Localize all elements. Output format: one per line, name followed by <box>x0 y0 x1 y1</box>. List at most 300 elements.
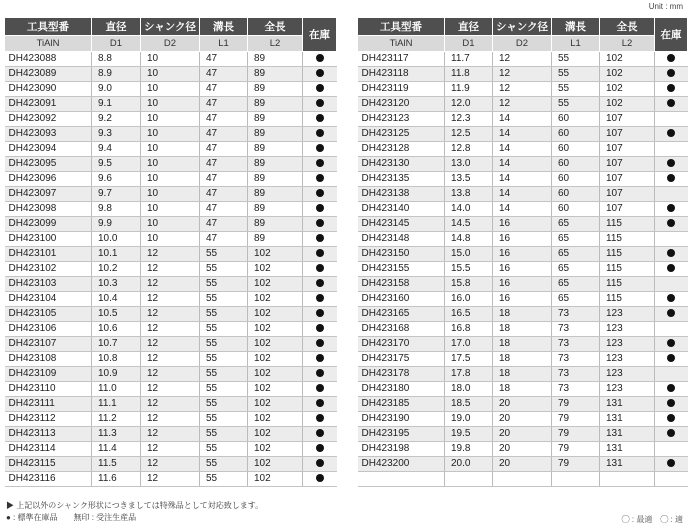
stock-cell <box>655 292 688 307</box>
table-row <box>358 412 688 427</box>
flute-length-cell: 55 <box>552 82 600 97</box>
table-row <box>5 322 337 337</box>
stock-cell <box>303 217 337 232</box>
table-row <box>358 202 688 217</box>
stock-cell <box>303 97 337 112</box>
table-row <box>358 187 688 202</box>
header-l2-symbol: L2 <box>248 36 303 52</box>
stock-cell <box>303 262 337 277</box>
flute-length-cell: 55 <box>200 382 248 397</box>
diameter-cell: 19.0 <box>445 412 493 427</box>
model-cell: DH423190 <box>358 412 445 427</box>
stock-cell <box>655 322 688 337</box>
model-cell: DH423112 <box>5 412 92 427</box>
flute-length-cell: 47 <box>200 97 248 112</box>
shank-cell: 10 <box>141 157 200 172</box>
flute-length-cell: 47 <box>200 67 248 82</box>
shank-cell: 16 <box>493 277 552 292</box>
shank-cell: 18 <box>493 307 552 322</box>
suitability-legend: ◯ : 最適 ◯ : 適 <box>621 515 683 524</box>
shank-cell: 10 <box>141 217 200 232</box>
overall-length-cell: 102 <box>248 442 303 457</box>
model-cell: DH423123 <box>358 112 445 127</box>
in-stock-dot-icon <box>316 204 324 212</box>
in-stock-dot-icon <box>667 54 675 62</box>
model-cell: DH423103 <box>5 277 92 292</box>
stock-cell <box>655 412 688 427</box>
diameter-cell: 11.1 <box>92 397 141 412</box>
diameter-cell <box>445 472 493 487</box>
in-stock-dot-icon <box>316 84 324 92</box>
shank-cell: 12 <box>141 292 200 307</box>
header-d2-symbol: D2 <box>493 36 552 52</box>
shank-cell: 20 <box>493 412 552 427</box>
stock-cell <box>655 187 688 202</box>
in-stock-dot-icon <box>667 309 675 317</box>
shank-cell: 12 <box>141 307 200 322</box>
flute-length-cell: 47 <box>200 157 248 172</box>
overall-length-cell: 107 <box>600 187 655 202</box>
in-stock-dot-icon <box>667 294 675 302</box>
model-cell: DH423125 <box>358 127 445 142</box>
stock-cell <box>303 367 337 382</box>
stock-cell <box>655 202 688 217</box>
stock-cell <box>303 187 337 202</box>
diameter-cell: 10.2 <box>92 262 141 277</box>
diameter-cell: 11.2 <box>92 412 141 427</box>
overall-length-cell: 131 <box>600 397 655 412</box>
stock-cell <box>303 172 337 187</box>
model-cell: DH423089 <box>5 67 92 82</box>
model-cell: DH423104 <box>5 292 92 307</box>
diameter-cell: 9.9 <box>92 217 141 232</box>
model-cell: DH423195 <box>358 427 445 442</box>
in-stock-dot-icon <box>316 279 324 287</box>
diameter-cell: 9.6 <box>92 172 141 187</box>
in-stock-dot-icon <box>316 234 324 242</box>
model-cell: DH423155 <box>358 262 445 277</box>
header-overall-length: 全長 <box>248 18 303 36</box>
table-row <box>358 382 688 397</box>
in-stock-dot-icon <box>316 384 324 392</box>
table-row <box>358 442 688 457</box>
shank-cell: 12 <box>141 457 200 472</box>
diameter-cell: 11.7 <box>445 52 493 67</box>
table-row <box>5 112 337 127</box>
table-row <box>5 82 337 97</box>
shank-cell <box>493 472 552 487</box>
shank-cell: 12 <box>141 277 200 292</box>
flute-length-cell: 79 <box>552 427 600 442</box>
model-cell: DH423106 <box>5 322 92 337</box>
flute-length-cell: 55 <box>200 277 248 292</box>
flute-length-cell: 47 <box>200 202 248 217</box>
shank-cell: 10 <box>141 97 200 112</box>
diameter-cell: 16.8 <box>445 322 493 337</box>
in-stock-dot-icon <box>667 69 675 77</box>
model-cell: DH423145 <box>358 217 445 232</box>
stock-cell <box>655 67 688 82</box>
diameter-cell: 9.7 <box>92 187 141 202</box>
table-row <box>5 97 337 112</box>
in-stock-dot-icon <box>316 354 324 362</box>
stock-cell <box>655 112 688 127</box>
diameter-cell: 11.0 <box>92 382 141 397</box>
model-cell: DH423168 <box>358 322 445 337</box>
diameter-cell: 15.0 <box>445 247 493 262</box>
model-cell: DH423111 <box>5 397 92 412</box>
shank-cell: 16 <box>493 217 552 232</box>
diameter-cell: 9.4 <box>92 142 141 157</box>
model-cell: DH423175 <box>358 352 445 367</box>
model-cell: DH423088 <box>5 52 92 67</box>
table-row <box>358 52 688 67</box>
model-cell <box>358 472 445 487</box>
stock-cell <box>655 172 688 187</box>
flute-length-cell: 65 <box>552 247 600 262</box>
flute-length-cell: 55 <box>200 457 248 472</box>
stock-cell <box>655 157 688 172</box>
overall-length-cell: 102 <box>600 67 655 82</box>
table-row <box>5 172 337 187</box>
diameter-cell: 14.0 <box>445 202 493 217</box>
shank-cell: 12 <box>141 262 200 277</box>
table-row <box>5 292 337 307</box>
overall-length-cell: 115 <box>600 292 655 307</box>
overall-length-cell: 102 <box>600 52 655 67</box>
in-stock-dot-icon <box>667 399 675 407</box>
header-d1-symbol: D1 <box>92 36 141 52</box>
model-cell: DH423178 <box>358 367 445 382</box>
overall-length-cell: 107 <box>600 127 655 142</box>
shank-cell: 10 <box>141 127 200 142</box>
diameter-cell: 10.5 <box>92 307 141 322</box>
overall-length-cell: 115 <box>600 277 655 292</box>
overall-length-cell: 89 <box>248 157 303 172</box>
table-row <box>5 52 337 67</box>
shank-cell: 18 <box>493 382 552 397</box>
shank-cell: 10 <box>141 142 200 157</box>
shank-cell: 12 <box>141 427 200 442</box>
overall-length-cell: 89 <box>248 172 303 187</box>
diameter-cell: 11.5 <box>92 457 141 472</box>
flute-length-cell: 55 <box>200 412 248 427</box>
model-cell: DH423119 <box>358 82 445 97</box>
table-row <box>5 277 337 292</box>
shank-cell: 16 <box>493 247 552 262</box>
table-row <box>358 307 688 322</box>
diameter-cell: 10.8 <box>92 352 141 367</box>
diameter-cell: 9.1 <box>92 97 141 112</box>
model-cell: DH423114 <box>5 442 92 457</box>
shank-cell: 16 <box>493 232 552 247</box>
shank-cell: 12 <box>141 352 200 367</box>
table-row <box>358 142 688 157</box>
overall-length-cell: 102 <box>600 97 655 112</box>
table-row <box>358 97 688 112</box>
model-cell: DH423094 <box>5 142 92 157</box>
overall-length-cell: 102 <box>248 322 303 337</box>
flute-length-cell: 60 <box>552 127 600 142</box>
overall-length-cell: 107 <box>600 142 655 157</box>
stock-cell <box>303 472 337 487</box>
in-stock-dot-icon <box>316 399 324 407</box>
flute-length-cell: 60 <box>552 172 600 187</box>
shank-cell: 14 <box>493 112 552 127</box>
overall-length-cell: 115 <box>600 247 655 262</box>
spec-table-left <box>4 17 337 487</box>
shank-cell: 12 <box>141 382 200 397</box>
header-shank: シャンク径 <box>141 18 200 36</box>
shank-cell: 12 <box>493 52 552 67</box>
flute-length-cell: 65 <box>552 277 600 292</box>
model-cell: DH423102 <box>5 262 92 277</box>
model-cell: DH423100 <box>5 232 92 247</box>
overall-length-cell: 115 <box>600 217 655 232</box>
shank-cell: 20 <box>493 457 552 472</box>
header-coating: TiAlN <box>5 36 92 52</box>
table-row <box>5 472 337 487</box>
diameter-cell: 12.0 <box>445 97 493 112</box>
table-row <box>358 157 688 172</box>
model-cell: DH423185 <box>358 397 445 412</box>
overall-length-cell: 102 <box>248 307 303 322</box>
in-stock-dot-icon <box>316 174 324 182</box>
model-cell: DH423113 <box>5 427 92 442</box>
model-cell: DH423150 <box>358 247 445 262</box>
overall-length-cell: 115 <box>600 262 655 277</box>
diameter-cell: 18.0 <box>445 382 493 397</box>
table-row <box>358 292 688 307</box>
shank-cell: 16 <box>493 262 552 277</box>
flute-length-cell: 55 <box>200 307 248 322</box>
diameter-cell: 13.0 <box>445 157 493 172</box>
flute-length-cell: 73 <box>552 337 600 352</box>
flute-length-cell <box>552 472 600 487</box>
shank-cell: 20 <box>493 442 552 457</box>
shank-cell: 12 <box>141 337 200 352</box>
flute-length-cell: 47 <box>200 127 248 142</box>
overall-length-cell: 131 <box>600 427 655 442</box>
stock-cell <box>655 232 688 247</box>
overall-length-cell: 102 <box>248 292 303 307</box>
diameter-cell: 13.5 <box>445 172 493 187</box>
flute-length-cell: 47 <box>200 82 248 97</box>
stock-cell <box>303 307 337 322</box>
table-row <box>5 307 337 322</box>
stock-cell <box>655 472 688 487</box>
overall-length-cell: 107 <box>600 202 655 217</box>
diameter-cell: 16.0 <box>445 292 493 307</box>
overall-length-cell <box>600 472 655 487</box>
header-l2-symbol: L2 <box>600 36 655 52</box>
table-row <box>5 352 337 367</box>
stock-cell <box>303 142 337 157</box>
model-cell: DH423118 <box>358 67 445 82</box>
shank-cell: 14 <box>493 187 552 202</box>
model-cell: DH423091 <box>5 97 92 112</box>
stock-cell <box>655 277 688 292</box>
diameter-cell: 13.8 <box>445 187 493 202</box>
table-row <box>5 442 337 457</box>
overall-length-cell: 89 <box>248 127 303 142</box>
model-cell: DH423108 <box>5 352 92 367</box>
stock-cell <box>303 202 337 217</box>
diameter-cell: 17.0 <box>445 337 493 352</box>
shank-cell: 20 <box>493 427 552 442</box>
header-d2-symbol: D2 <box>141 36 200 52</box>
flute-length-cell: 55 <box>200 367 248 382</box>
overall-length-cell: 123 <box>600 322 655 337</box>
shank-cell: 12 <box>141 442 200 457</box>
in-stock-dot-icon <box>316 54 324 62</box>
model-cell: DH423095 <box>5 157 92 172</box>
in-stock-dot-icon <box>316 69 324 77</box>
diameter-cell: 11.9 <box>445 82 493 97</box>
model-cell: DH423128 <box>358 142 445 157</box>
diameter-cell: 17.5 <box>445 352 493 367</box>
in-stock-dot-icon <box>667 264 675 272</box>
shank-cell: 12 <box>141 367 200 382</box>
unit-label: Unit : mm <box>648 2 683 11</box>
flute-length-cell: 73 <box>552 307 600 322</box>
flute-length-cell: 55 <box>552 52 600 67</box>
model-cell: DH423198 <box>358 442 445 457</box>
overall-length-cell: 102 <box>248 352 303 367</box>
model-cell: DH423107 <box>5 337 92 352</box>
shank-cell: 14 <box>493 172 552 187</box>
stock-cell <box>303 457 337 472</box>
stock-cell <box>655 142 688 157</box>
stock-cell <box>655 442 688 457</box>
overall-length-cell: 89 <box>248 217 303 232</box>
stock-cell <box>655 307 688 322</box>
header-stock: 在庫 <box>303 18 337 52</box>
stock-cell <box>655 97 688 112</box>
table-row <box>358 67 688 82</box>
in-stock-dot-icon <box>316 99 324 107</box>
in-stock-dot-icon <box>667 99 675 107</box>
stock-cell <box>303 277 337 292</box>
diameter-cell: 8.9 <box>92 67 141 82</box>
overall-length-cell: 102 <box>248 427 303 442</box>
diameter-cell: 12.8 <box>445 142 493 157</box>
header-diameter: 直径 <box>92 18 141 36</box>
shank-cell: 12 <box>141 247 200 262</box>
model-cell: DH423115 <box>5 457 92 472</box>
overall-length-cell: 123 <box>600 352 655 367</box>
table-row <box>358 367 688 382</box>
in-stock-dot-icon <box>316 369 324 377</box>
header-model: 工具型番 <box>5 18 92 36</box>
stock-cell <box>303 427 337 442</box>
stock-cell <box>655 352 688 367</box>
table-row <box>5 142 337 157</box>
diameter-cell: 11.4 <box>92 442 141 457</box>
table-row <box>5 127 337 142</box>
table-row <box>5 232 337 247</box>
flute-length-cell: 47 <box>200 142 248 157</box>
flute-length-cell: 55 <box>552 67 600 82</box>
flute-length-cell: 60 <box>552 112 600 127</box>
flute-length-cell: 47 <box>200 52 248 67</box>
diameter-cell: 10.9 <box>92 367 141 382</box>
table-row <box>5 457 337 472</box>
table-row <box>358 217 688 232</box>
stock-cell <box>655 427 688 442</box>
overall-length-cell: 107 <box>600 157 655 172</box>
in-stock-dot-icon <box>667 129 675 137</box>
table-row <box>5 382 337 397</box>
model-cell: DH423110 <box>5 382 92 397</box>
stock-cell <box>303 292 337 307</box>
shank-cell: 14 <box>493 202 552 217</box>
model-cell: DH423116 <box>5 472 92 487</box>
stock-cell <box>655 457 688 472</box>
model-cell: DH423138 <box>358 187 445 202</box>
in-stock-dot-icon <box>316 339 324 347</box>
stock-cell <box>303 82 337 97</box>
shank-cell: 10 <box>141 202 200 217</box>
stock-cell <box>655 367 688 382</box>
table-row <box>5 202 337 217</box>
stock-cell <box>655 262 688 277</box>
header-overall-length: 全長 <box>600 18 655 36</box>
diameter-cell: 10.7 <box>92 337 141 352</box>
overall-length-cell: 123 <box>600 307 655 322</box>
table-row <box>358 82 688 97</box>
stock-cell <box>655 127 688 142</box>
flute-length-cell: 79 <box>552 412 600 427</box>
in-stock-dot-icon <box>316 114 324 122</box>
shank-cell: 12 <box>141 412 200 427</box>
table-row <box>358 472 688 487</box>
stock-cell <box>655 337 688 352</box>
spec-table-right <box>357 17 688 487</box>
model-cell: DH423090 <box>5 82 92 97</box>
diameter-cell: 15.8 <box>445 277 493 292</box>
flute-length-cell: 47 <box>200 232 248 247</box>
in-stock-dot-icon <box>316 129 324 137</box>
diameter-cell: 10.0 <box>92 232 141 247</box>
spec-table-right-body <box>358 52 688 487</box>
header-model: 工具型番 <box>358 18 445 36</box>
flute-length-cell: 79 <box>552 457 600 472</box>
spec-table-left-body <box>5 52 337 487</box>
in-stock-dot-icon <box>667 84 675 92</box>
header-d1-symbol: D1 <box>445 36 493 52</box>
shank-cell: 10 <box>141 187 200 202</box>
model-cell: DH423160 <box>358 292 445 307</box>
table-row <box>5 217 337 232</box>
model-cell: DH423098 <box>5 202 92 217</box>
table-row <box>5 397 337 412</box>
in-stock-dot-icon <box>316 219 324 227</box>
diameter-cell: 10.1 <box>92 247 141 262</box>
note-stock-legend: ● : 標準在庫品 無印 : 受注生産品 <box>6 513 137 522</box>
flute-length-cell: 79 <box>552 397 600 412</box>
in-stock-dot-icon <box>316 324 324 332</box>
flute-length-cell: 65 <box>552 217 600 232</box>
diameter-cell: 10.3 <box>92 277 141 292</box>
diameter-cell: 9.2 <box>92 112 141 127</box>
table-row <box>358 277 688 292</box>
flute-length-cell: 79 <box>552 442 600 457</box>
overall-length-cell: 102 <box>600 82 655 97</box>
table-row <box>358 337 688 352</box>
diameter-cell: 17.8 <box>445 367 493 382</box>
stock-cell <box>303 352 337 367</box>
